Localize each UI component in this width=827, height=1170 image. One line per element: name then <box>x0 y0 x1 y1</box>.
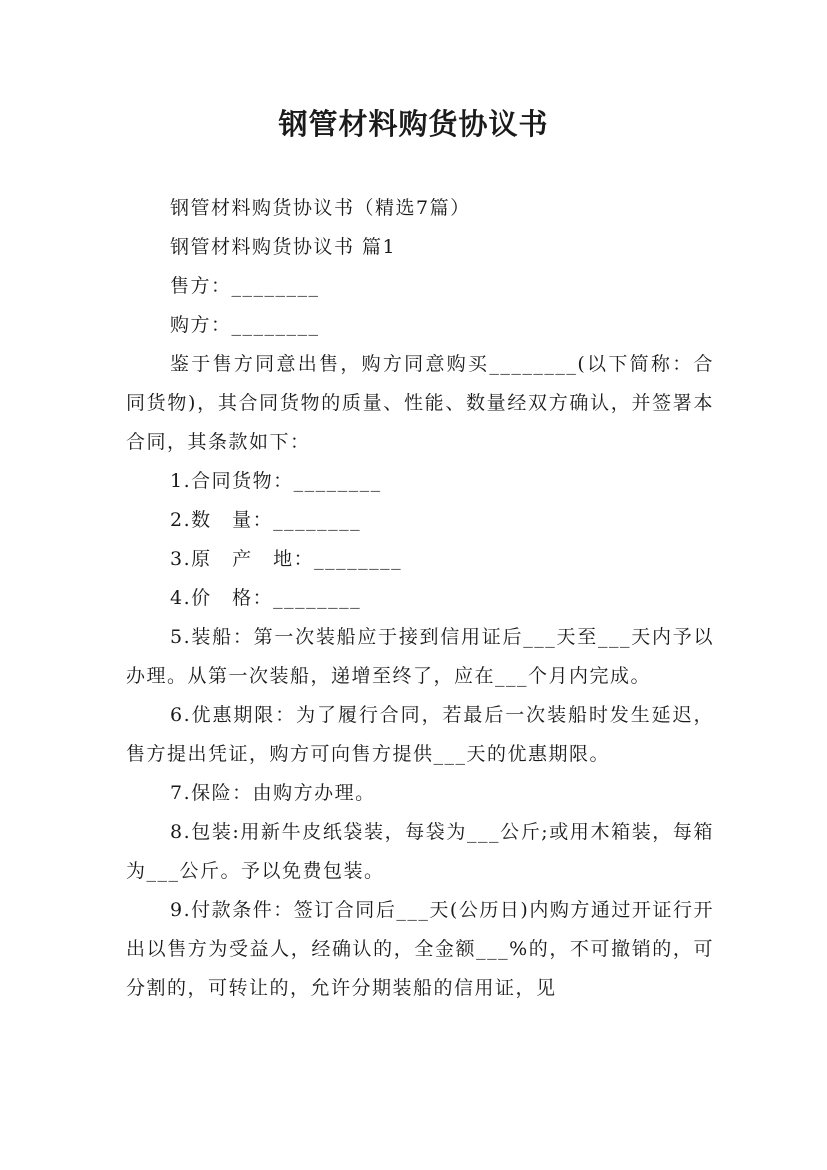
paragraph-clause-2: 2.数 量：________ <box>170 509 362 531</box>
document-body <box>126 189 714 1008</box>
paragraph-subtitle: 钢管材料购货协议书（精选7篇） <box>170 197 471 219</box>
document-title: 钢管材料购货协议书 <box>278 107 549 141</box>
paragraph-seller: 售方：________ <box>170 275 320 297</box>
paragraph-clause-6: 6.优惠期限：为了履行合同，若最后一次装船时发生延迟，售方提出凭证，购方可向售方提供___天的优惠期限。 <box>126 704 714 765</box>
paragraph-buyer: 购方：________ <box>170 314 320 336</box>
paragraph-preamble: 鉴于售方同意出售，购方同意购买________(以下简称：合同货物)，其合同货物的质量、性能、数量经双方确认，并签署本合同，其条款如下： <box>126 353 714 453</box>
paragraph-clause-5: 5.装船：第一次装船应于接到信用证后___天至___天内予以办理。从第一次装船，递增至终了，应在___个月内完成。 <box>126 626 714 687</box>
paragraph-clause-1: 1.合同货物：________ <box>170 470 382 492</box>
paragraph-clause-9: 9.付款条件：签订合同后___天(公历日)内购方通过开证行开出以售方为受益人，经确认的，全金额___%的，不可撤销的，可分割的，可转让的，允许分期装船的信用证，见 <box>126 899 714 999</box>
paragraph-clause-4: 4.价 格：________ <box>170 587 362 609</box>
paragraph-clause-3: 3.原 产 地：________ <box>170 548 403 570</box>
paragraph-clause-7: 7.保险：由购方办理。 <box>170 782 376 804</box>
paragraph-section-heading: 钢管材料购货协议书 篇1 <box>170 236 397 258</box>
paragraph-clause-8: 8.包装:用新牛皮纸袋装，每袋为___公斤;或用木箱装，每箱为___公斤。予以免费包装。 <box>126 821 714 882</box>
